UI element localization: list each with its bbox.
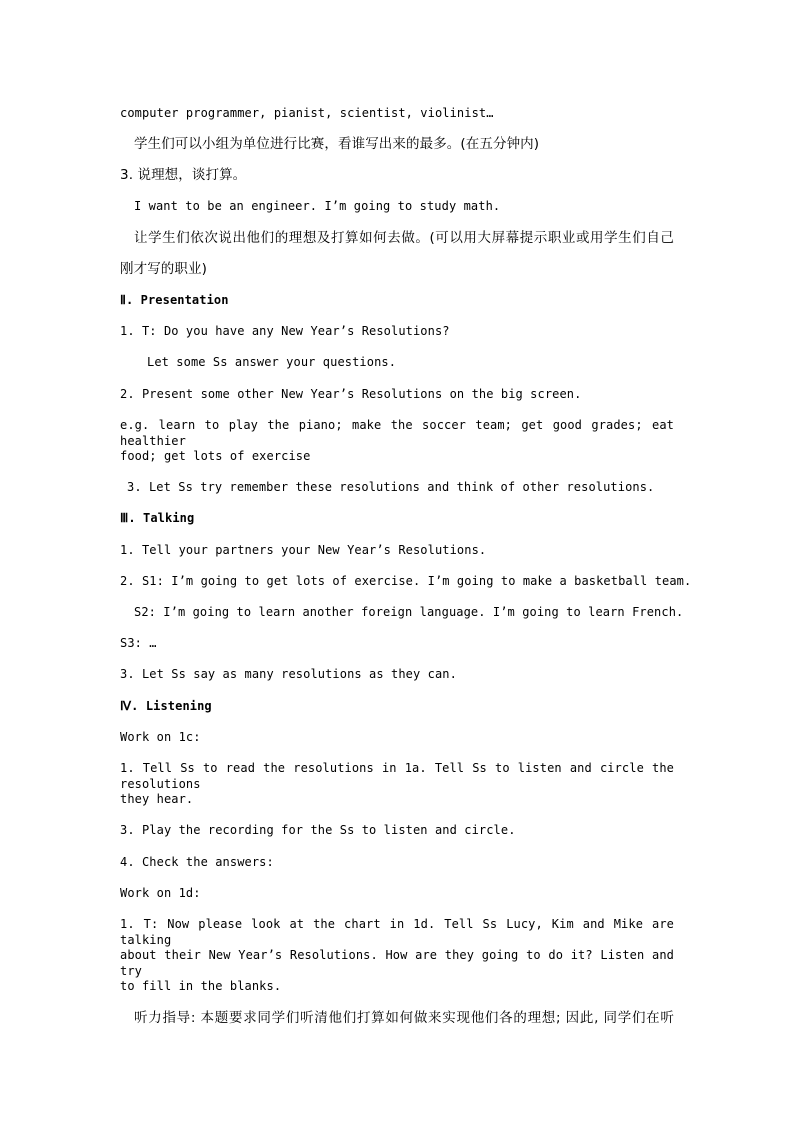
text-line-how-going: about their New Year’s Resolutions. How are they going to do it? Listen and try <box>120 948 674 978</box>
text-line-students-speak: 让学生们依次说出他们的理想及打算如何去做。(可以用大屏幕提示职业或用学生们自己 <box>134 230 674 246</box>
text-line-read-resolutions: 1. Tell Ss to read the resolutions in 1a. Tell Ss to listen and circle the resolutions <box>120 761 674 791</box>
text-line-they-hear: they hear. <box>120 792 194 806</box>
text-line-group-competition: 学生们可以小组为单位进行比赛，看谁写出来的最多。(在五分钟内) <box>134 136 540 152</box>
text-line-play-recording: 3. Play the recording for the Ss to listen and circle. <box>120 823 516 837</box>
text-line-check-answers: 4. Check the answers: <box>120 855 274 869</box>
text-line-example-engineer: I want to be an engineer. I’m going to study math. <box>134 199 501 213</box>
text-line-step-3-heading: 3. 说理想，谈打算。 <box>120 167 247 183</box>
section-heading-talking: Ⅲ. Talking <box>120 511 195 525</box>
text-line-listening-guide: 听力指导: 本题要求同学们听清他们打算如何做来实现他们各的理想; 因此, 同学们在听 <box>134 1010 674 1026</box>
text-line-examples-cont: food; get lots of exercise <box>120 449 311 463</box>
text-line-s2: S2: I’m going to learn another foreign language. I’m going to learn French. <box>134 605 684 619</box>
text-line-many-resolutions: 3. Let Ss say as many resolutions as they can. <box>120 667 457 681</box>
text-line-work-on-1c: Work on 1c: <box>120 730 201 744</box>
text-line-teacher-question: 1. T: Do you have any New Year’s Resolutions? <box>120 324 450 338</box>
text-line-fill-blanks: to fill in the blanks. <box>120 979 282 993</box>
text-line-occupation-note: 刚才写的职业) <box>120 261 207 277</box>
section-heading-listening: Ⅳ. Listening <box>120 699 212 713</box>
text-line-s1: 2. S1: I’m going to get lots of exercise. I’m going to make a basketball team. <box>120 574 692 588</box>
text-line-look-at-chart: 1. T: Now please look at the chart in 1d. Tell Ss Lucy, Kim and Mike are talking <box>120 917 674 947</box>
text-line-tell-partners: 1. Tell your partners your New Year’s Resolutions. <box>120 543 487 557</box>
text-line-examples: e.g. learn to play the piano; make the soccer team; get good grades; eat healthier <box>120 418 674 448</box>
text-line-s3: S3: … <box>120 636 157 650</box>
text-line-work-on-1d: Work on 1d: <box>120 886 201 900</box>
text-line-ss-answer: Let some Ss answer your questions. <box>147 355 397 369</box>
text-line-occupations: computer programmer, pianist, scientist, violinist… <box>120 106 494 120</box>
section-heading-presentation: Ⅱ. Presentation <box>120 293 229 307</box>
text-line-remember-resolutions: 3. Let Ss try remember these resolutions and think of other resolutions. <box>127 480 655 494</box>
text-line-present-resolutions: 2. Present some other New Year’s Resolutions on the big screen. <box>120 387 582 401</box>
